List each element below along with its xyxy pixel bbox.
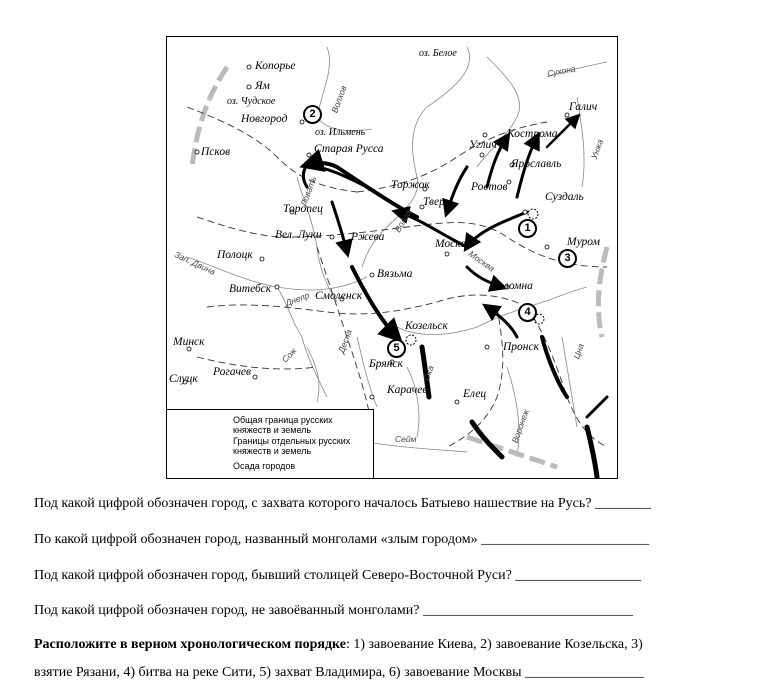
river-label-volkhov: Волхов: [329, 84, 349, 115]
city-label-yam: Ям: [255, 80, 270, 92]
city-label-staraya-russa: Старая Русса: [314, 143, 384, 155]
city-label-minsk: Минск: [173, 336, 205, 348]
city-label-moskva: Москва: [435, 238, 472, 250]
river-label-voronezh: Воронеж: [509, 408, 531, 445]
city-label-kolomna: Коломна: [491, 280, 533, 292]
city-label-vel-luki: Вел. Луки: [275, 229, 322, 241]
city-label-rostov: Ростов: [471, 181, 508, 193]
city-label-smolensk: Смоленск: [315, 290, 363, 302]
river-label-zap-dvina: Зап. Двина: [173, 249, 217, 277]
marker-4: 4: [518, 303, 537, 322]
city-label-novgorod: Новгород: [241, 113, 288, 125]
city-label-uglich: Углич: [469, 139, 497, 151]
city-label-karachev: Карачев: [387, 384, 428, 396]
river-label-sozh: Сож: [279, 345, 299, 365]
task-items-1: : 1) завоевание Киева, 2) завоевание Козельска, 3): [345, 637, 643, 652]
river-label-desna: Десна: [336, 328, 354, 355]
city-label-bryansk: Брянск: [369, 358, 403, 370]
city-label-pskov: Псков: [201, 146, 231, 158]
river-label-volga: Волга: [392, 208, 413, 234]
map-legend: [167, 409, 374, 479]
city-label-koporye: Копорье: [255, 60, 296, 72]
city-label-suzdal: Суздаль: [545, 191, 584, 203]
city-label-elets: Елец: [463, 388, 487, 400]
city-label-rogachev: Рогачев: [213, 366, 252, 378]
city-label-tver: Тверь: [423, 196, 451, 208]
lake-label-beloe: оз. Белое: [419, 48, 457, 59]
legend-separate-borders: Границы отдельных русских княжеств и земель: [233, 436, 351, 456]
marker-2: 2: [303, 105, 322, 124]
city-label-torzhok: Торжок: [391, 179, 430, 191]
city-label-galich: Галич: [569, 101, 598, 113]
question-1: Под какой цифрой обозначен город, с захвата которого началось Батыево нашествие на Русь? ________: [34, 496, 651, 511]
legend-siege: Осада городов: [233, 461, 296, 471]
question-2: По какой цифрой обозначен город, названный монголами «злым городом» ________________________: [34, 532, 650, 547]
city-label-kozelsk: Козельск: [405, 320, 448, 332]
city-label-vitebsk: Витебск: [229, 283, 272, 295]
marker-1: 1: [518, 219, 537, 238]
river-label-oka: Ока: [421, 364, 436, 383]
city-label-toropets: Торопец: [283, 203, 323, 215]
river-label-sukhona: Сухона: [546, 63, 577, 79]
task-instruction: Расположите в верном хронологическом порядке: [34, 637, 346, 652]
marker-5: 5: [387, 339, 406, 358]
city-label-pronsk: Пронск: [503, 341, 539, 353]
city-label-slutsk: Слуцк: [169, 373, 198, 385]
city-label-yaroslavl: Ярославль: [511, 158, 562, 170]
question-4: Под какой цифрой обозначен город, не завоёванный монголами? ______________________________: [34, 603, 633, 618]
river-label-unzha: Унжа: [588, 137, 606, 161]
river-label-moskva: Москва: [466, 248, 497, 274]
task-line-1: [34, 636, 643, 654]
city-label-kostroma: Кострома: [507, 128, 558, 140]
city-label-vyazma: Вязьма: [377, 268, 413, 280]
river-label-tsna: Цна: [571, 342, 586, 361]
river-label-dnepr: Днепр: [283, 290, 311, 308]
lake-label-chudskoe: оз. Чудское: [227, 96, 276, 107]
question-3: Под какой цифрой обозначен город, бывший столицей Северо-Восточной Руси? __________________: [34, 568, 642, 583]
task-line-2: взятие Рязани, 4) битва на реке Сити, 5) захват Владимира, 6) завоевание Москвы _________________: [34, 665, 645, 680]
city-label-polotsk: Полоцк: [217, 249, 253, 261]
river-label-seym: Сейм: [395, 434, 417, 444]
city-label-rzheva: Ржева: [351, 231, 385, 243]
legend-common-border: Общая граница русских княжеств и земель: [233, 415, 333, 435]
marker-3: 3: [558, 249, 577, 268]
city-label-murom: Муром: [567, 236, 600, 248]
river-label-lovat: Ловать: [298, 174, 319, 208]
historical-map: [166, 36, 618, 479]
lake-label-ilmen: оз. Ильмень: [315, 127, 366, 138]
